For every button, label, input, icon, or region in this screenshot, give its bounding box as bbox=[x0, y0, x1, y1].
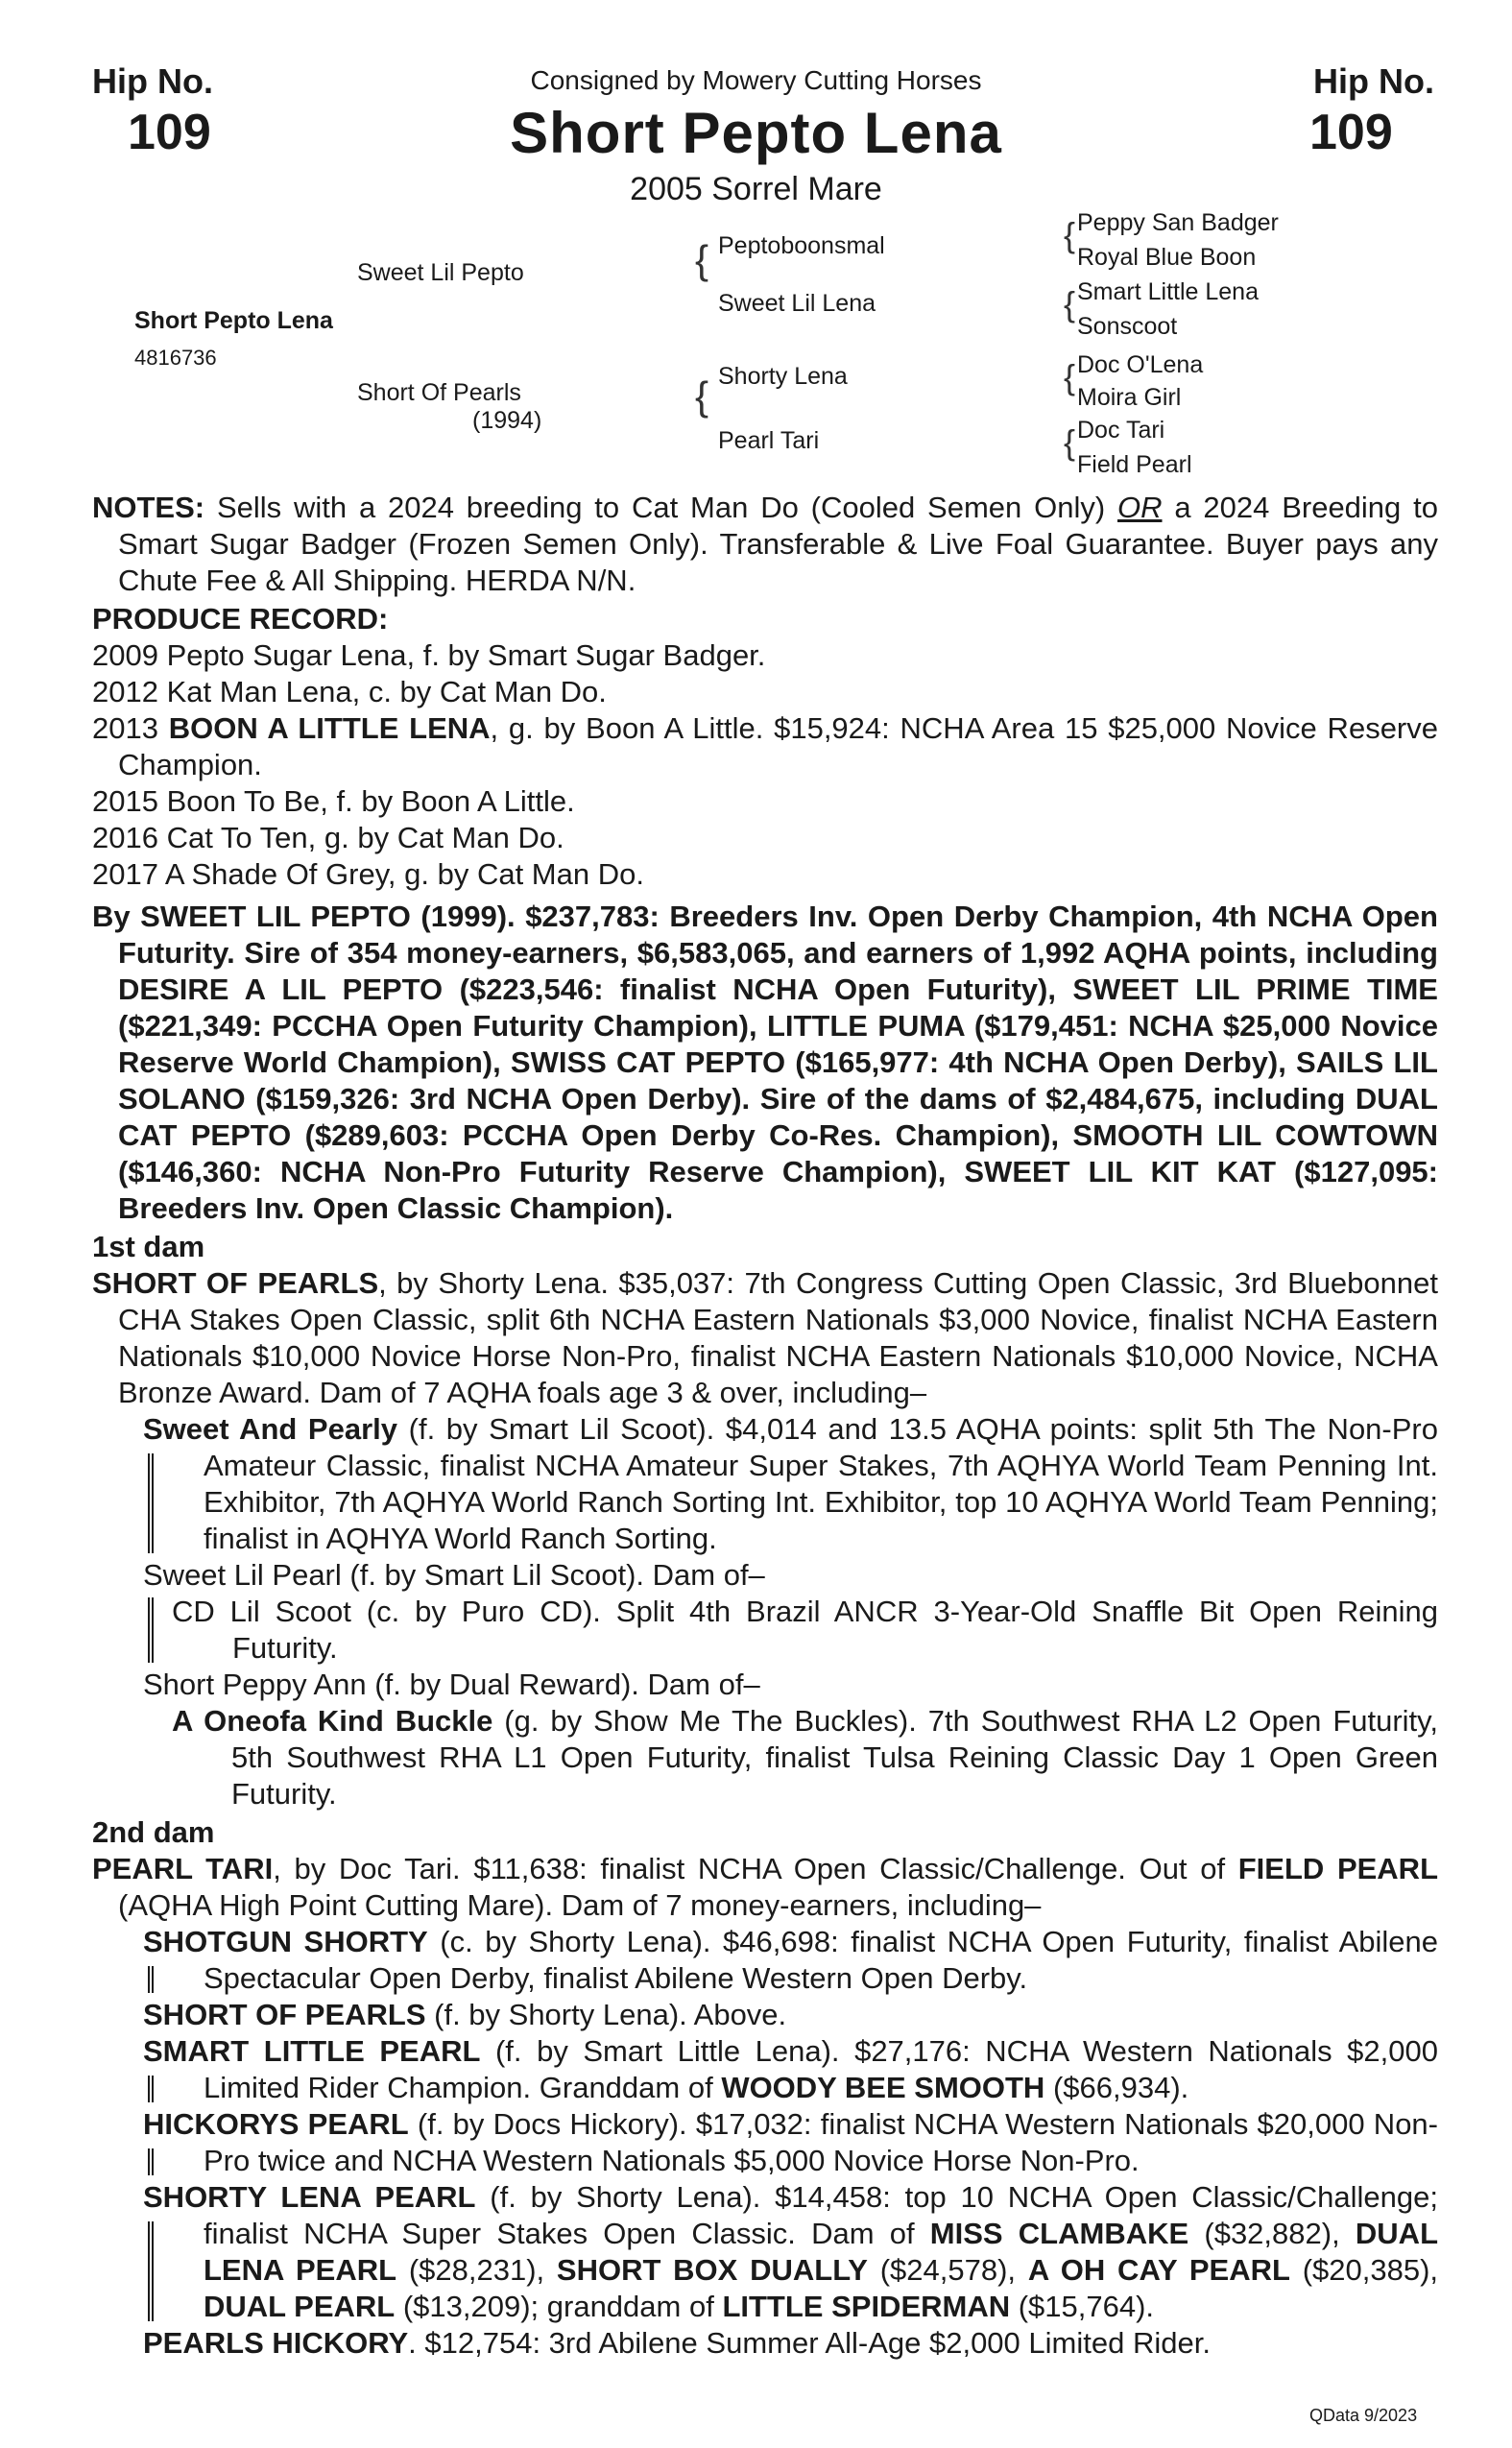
produce-record-heading: PRODUCE RECORD: bbox=[92, 602, 389, 636]
offspring-text: (f. by Docs Hickory). $17,032: finalist NCHA Western Nationals $20,000 Non-Pro twice and NCHA Western Nationals $5,000 Novice Horse Non-Pro. bbox=[204, 2107, 1438, 2177]
hip-label-left: Hip No. bbox=[92, 61, 213, 101]
foal-earnings-5: ($13,209); granddam of bbox=[395, 2290, 723, 2323]
offspring-name: SHOTGUN SHORTY bbox=[143, 1925, 428, 1958]
offspring-text: (f. by Shorty Lena). Above. bbox=[425, 1998, 787, 2031]
foal-short-peppy-ann: Short Peppy Ann (f. by Dual Reward). Dam of– bbox=[143, 1668, 760, 1701]
pedigree-dam-sire: Shorty Lena bbox=[718, 363, 848, 390]
offspring-short-of-pearls bbox=[143, 1997, 1438, 2033]
offspring-name: SHORTY LENA PEARL bbox=[143, 2180, 476, 2214]
hip-number-left: 109 bbox=[128, 105, 211, 160]
grandfoal-earnings: ($15,764). bbox=[1010, 2290, 1155, 2323]
second-dam-text-b: (AQHA High Point Cutting Mare). Dam of 7 money-earners, including– bbox=[118, 1888, 1042, 1922]
foal-name-5: DUAL PEARL bbox=[204, 2290, 396, 2323]
produce-2015: 2015 Boon To Be, f. by Boon A Little. bbox=[92, 784, 575, 818]
offspring-name: SHORT OF PEARLS bbox=[143, 1998, 426, 2031]
horse-description: 2005 Sorrel Mare bbox=[630, 171, 882, 207]
produce-2012: 2012 Kat Man Lena, c. by Cat Man Do. bbox=[92, 675, 607, 708]
brace-ggp-1: { bbox=[1064, 215, 1076, 254]
produce-2016: 2016 Cat To Ten, g. by Cat Man Do. bbox=[92, 821, 564, 854]
offspring-name: HICKORYS PEARL bbox=[143, 2107, 409, 2141]
first-dam-paragraph bbox=[92, 1265, 1438, 1411]
brace-ggp-3: { bbox=[1064, 357, 1076, 396]
pedigree-ggp-2: Royal Blue Boon bbox=[1077, 244, 1257, 271]
offspring-text: (f. by Shorty Lena). $14,458: top 10 NCHA Open Classic/Challenge; finalist NCHA Super Stakes Open Classic. Dam of bbox=[204, 2180, 1438, 2250]
pedigree-dam-year: (1994) bbox=[472, 407, 542, 434]
bar-line bbox=[148, 2221, 154, 2321]
grandfoal-name: A Oneofa Kind Buckle bbox=[172, 1704, 493, 1738]
offspring-pearls-hickory bbox=[143, 2325, 1438, 2362]
granddaughter-name: WOODY BEE SMOOTH bbox=[721, 2071, 1045, 2104]
offspring-text: (c. by Shorty Lena). $46,698: finalist NCHA Open Futurity, finalist Abilene Spectacular Open Derby, finalist Abilene Western Open Derby. bbox=[204, 1925, 1438, 1995]
foal-name-4: A OH CAY PEARL bbox=[1027, 2253, 1290, 2287]
first-dam-heading: 1st dam bbox=[92, 1230, 205, 1263]
foal-name: Sweet And Pearly bbox=[143, 1412, 398, 1446]
second-dam-text-a: , by Doc Tari. $11,638: finalist NCHA Open Classic/Challenge. Out of bbox=[273, 1852, 1238, 1885]
pedigree-ggp-1: Peppy San Badger bbox=[1077, 209, 1279, 236]
bar-line bbox=[148, 1966, 154, 1993]
offspring-entry bbox=[143, 2106, 1438, 2179]
pedigree-ggp-8: Field Pearl bbox=[1077, 451, 1192, 478]
produce-2013-name: BOON A LITTLE LENA bbox=[168, 711, 491, 745]
brace-ggp-4: { bbox=[1064, 422, 1076, 462]
hip-label-right: Hip No. bbox=[1313, 61, 1434, 101]
field-pearl: FIELD PEARL bbox=[1237, 1852, 1439, 1885]
pedigree-sire: Sweet Lil Pepto bbox=[357, 259, 524, 286]
bar-line bbox=[148, 1597, 154, 1663]
pedigree-ggp-5: Doc O'Lena bbox=[1077, 351, 1204, 378]
first-dam-name: SHORT OF PEARLS bbox=[92, 1266, 379, 1300]
notes-text-2: a 2024 Breeding to Smart Sugar Badger (Frozen Semen Only). Transferable & Live Foal Guarantee. Buyer pays any Chute Fee & All Shipping. HERDA N/N. bbox=[118, 491, 1438, 597]
foal-earnings-1: ($32,882), bbox=[1188, 2217, 1356, 2250]
offspring-shorty-lena-pearl bbox=[143, 2179, 1438, 2325]
foal-earnings-3: ($24,578), bbox=[867, 2253, 1028, 2287]
pedigree-dam-dam: Pearl Tari bbox=[718, 427, 820, 454]
notes-or: OR bbox=[1117, 491, 1163, 524]
pedigree-subject: Short Pepto Lena bbox=[134, 307, 333, 334]
footer-qdata: QData 9/2023 bbox=[1309, 2406, 1418, 2425]
grandfoal-name: LITTLE SPIDERMAN bbox=[722, 2290, 1011, 2323]
offspring-shotgun-shorty bbox=[143, 1924, 1438, 1997]
produce-2013-text: , g. by Boon A Little. $15,924: NCHA Area 15 $25,000 Novice Reserve Champion. bbox=[118, 711, 1438, 781]
second-dam-heading: 2nd dam bbox=[92, 1815, 215, 1849]
foal-name-3: SHORT BOX DUALLY bbox=[556, 2253, 868, 2287]
offspring-name: PEARLS HICKORY bbox=[143, 2326, 409, 2360]
pedigree-ggp-4: Sonscoot bbox=[1077, 313, 1178, 340]
consigned-by: Consigned by Mowery Cutting Horses bbox=[530, 65, 982, 95]
notes-label: NOTES: bbox=[92, 491, 205, 524]
produce-2013-year: 2013 bbox=[92, 711, 169, 745]
grandfoal-a-oneofa-kind-buckle bbox=[172, 1703, 1438, 1812]
foal-name-2: DUAL LENA PEARL bbox=[204, 2217, 1439, 2287]
second-dam-paragraph bbox=[92, 1851, 1438, 1924]
pedigree-sire-sire: Peptoboonsmal bbox=[718, 232, 885, 259]
offspring-entry bbox=[143, 2033, 1438, 2106]
offspring-text: (f. by Smart Little Lena). $27,176: NCHA Western Nationals $2,000 Limited Rider Champion. Granddam of bbox=[204, 2034, 1438, 2104]
sire-paragraph: By SWEET LIL PEPTO (1999). $237,783: Breeders Inv. Open Derby Champion, 4th NCHA Open Futurity. Sire of 354 money-earners, $6,583,065, and earners of 1,992 AQHA points, including DESIRE A LIL PEPTO ($223,546: finalist NCHA Open Futurity), SWEET LIL PRIME TIME ($221,349: PCCHA Open Futurity Champion), LITTLE PUMA ($179,451: NCHA $25,000 Novice Reserve World Champion), SWISS CAT PEPTO ($165,977: 4th NCHA Open Derby), SAILS LIL SOLANO ($159,326: 3rd NCHA Open Derby). Sire of the dams of $2,484,675, including DUAL CAT PEPTO ($289,603: PCCHA Open Derby Co-Res. Champion), SMOOTH LIL COWTOWN ($146,360: NCHA Non-Pro Futurity Reserve Champion), SWEET LIL KIT KAT ($127,095: Breeders Inv. Open Classic Champion). bbox=[92, 900, 1438, 1225]
foal-sweet-lil-pearl: Sweet Lil Pearl (f. by Smart Lil Scoot). Dam of– bbox=[143, 1558, 765, 1592]
hip-number-right: 109 bbox=[1309, 105, 1393, 160]
bar-line bbox=[148, 2076, 154, 2102]
foal-sweet-and-pearly bbox=[143, 1411, 1438, 1557]
offspring-name: SMART LITTLE PEARL bbox=[143, 2034, 481, 2068]
bar-line bbox=[148, 1453, 154, 1553]
registration-number: 4816736 bbox=[134, 346, 217, 370]
foal-entry bbox=[143, 1411, 1438, 1557]
pedigree-ggp-3: Smart Little Lena bbox=[1077, 278, 1259, 305]
offspring-text-end: ($66,934). bbox=[1044, 2071, 1189, 2104]
produce-2017: 2017 A Shade Of Grey, g. by Cat Man Do. bbox=[92, 857, 644, 891]
brace-dam: { bbox=[695, 373, 709, 419]
notes-text-1: Sells with a 2024 breeding to Cat Man Do (Cooled Semen Only) bbox=[204, 491, 1117, 524]
offspring-text: . $12,754: 3rd Abilene Summer All-Age $2,000 Limited Rider. bbox=[408, 2326, 1211, 2360]
grandfoal-cd-lil-scoot bbox=[143, 1594, 1438, 1667]
foal-text: (f. by Smart Lil Scoot). $4,014 and 13.5 AQHA points: split 5th The Non-Pro Amateur Classic, finalist NCHA Amateur Super Stakes, 7th AQHYA World Team Penning Int. Exhibitor, 7th AQHYA World Ranch Sorting Int. Exhibitor, top 10 AQHYA World Team Penning; finalist in AQHYA World Ranch Sorting. bbox=[204, 1412, 1438, 1555]
foal-earnings-2: ($28,231), bbox=[396, 2253, 557, 2287]
offspring-entry bbox=[143, 1924, 1438, 1997]
brace-ggp-2: { bbox=[1064, 284, 1076, 324]
foal-name-1: MISS CLAMBAKE bbox=[929, 2217, 1189, 2250]
notes-paragraph bbox=[92, 490, 1438, 599]
produce-2013 bbox=[92, 710, 1438, 783]
horse-name-title: Short Pepto Lena bbox=[510, 101, 1002, 165]
second-dam-name: PEARL TARI bbox=[92, 1852, 274, 1885]
produce-2009: 2009 Pepto Sugar Lena, f. by Smart Sugar Badger. bbox=[92, 638, 766, 672]
foal-earnings-4: ($20,385), bbox=[1289, 2253, 1439, 2287]
pedigree-ggp-7: Doc Tari bbox=[1077, 417, 1165, 444]
pedigree-dam: Short Of Pearls bbox=[357, 379, 521, 406]
pedigree-sire-dam: Sweet Lil Lena bbox=[718, 290, 876, 317]
first-dam-text: , by Shorty Lena. $35,037: 7th Congress Cutting Open Classic, 3rd Bluebonnet CHA Stakes Open Classic, split 6th NCHA Eastern Nationals $3,000 Novice, finalist NCHA Eastern Nationals $10,000 Novice Horse Non-Pro, finalist NCHA Eastern Nationals $10,000 Novice, NCHA Bronze Award. Dam of 7 AQHA foals age 3 & over, including– bbox=[118, 1266, 1438, 1409]
brace-sire: { bbox=[695, 237, 709, 282]
catalog-body bbox=[92, 490, 1438, 2362]
offspring-hickorys-pearl bbox=[143, 2106, 1438, 2179]
offspring-smart-little-pearl bbox=[143, 2033, 1438, 2106]
grandfoal-text: (g. by Show Me The Buckles). 7th Southwest RHA L2 Open Futurity, 5th Southwest RHA L1 Open Futurity, finalist Tulsa Reining Classic Day 1 Open Green Futurity. bbox=[231, 1704, 1438, 1811]
bar-line bbox=[148, 2148, 154, 2175]
grandfoal-entry: CD Lil Scoot (c. by Puro CD). Split 4th Brazil ANCR 3-Year-Old Snaffle Bit Open Reining Futurity. bbox=[172, 1595, 1438, 1665]
pedigree-ggp-6: Moira Girl bbox=[1077, 384, 1182, 411]
offspring-entry bbox=[143, 2179, 1438, 2325]
